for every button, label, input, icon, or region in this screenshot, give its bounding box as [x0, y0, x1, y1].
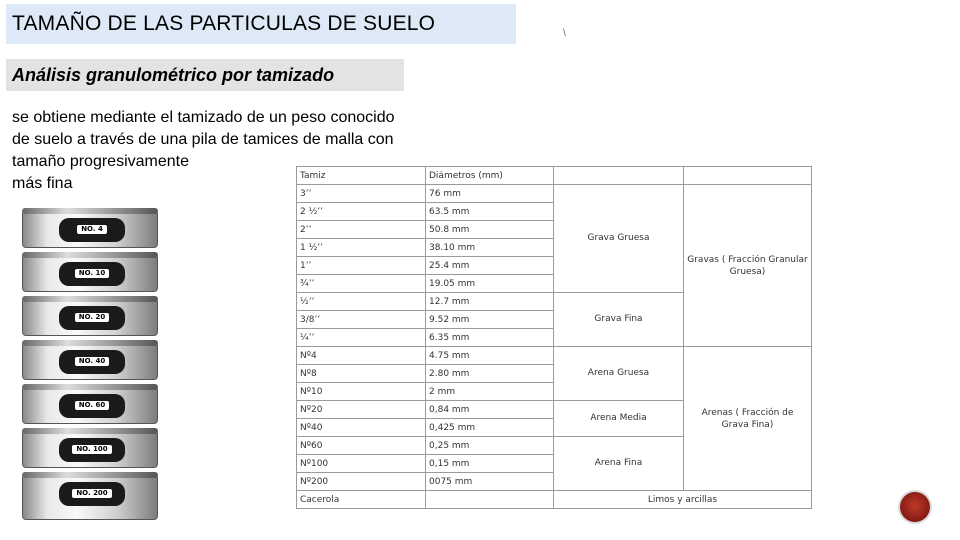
group-arenas: Arenas ( Fracción de Grava Fina) — [684, 347, 812, 491]
cell-diametro: 4.75 mm — [426, 347, 554, 365]
cell-tamiz: 3’’ — [297, 185, 426, 203]
table-footer-row — [297, 491, 812, 509]
cell-tamiz: Nº40 — [297, 419, 426, 437]
sieve — [22, 386, 158, 424]
sieve — [22, 430, 158, 468]
cell-diametro: 50.8 mm — [426, 221, 554, 239]
group-arena-media: Arena Media — [554, 401, 684, 437]
cell-cacerola: Cacerola — [297, 491, 426, 509]
slide-title: TAMAÑO DE LAS PARTICULAS DE SUELO — [6, 4, 516, 44]
table-row — [297, 185, 812, 203]
body-line: se obtiene mediante el tamizado de un peso conocido — [12, 109, 395, 126]
slide-subtitle: Análisis granulométrico por tamizado — [6, 59, 404, 91]
cell-diametro: 19.05 mm — [426, 275, 554, 293]
cell-tamiz: Nº10 — [297, 383, 426, 401]
sieve-pan — [22, 474, 158, 520]
sieve-size-table — [296, 166, 812, 509]
cell-diametro: 25.4 mm — [426, 257, 554, 275]
cell-diametro: 38.10 mm — [426, 239, 554, 257]
sieve-label: NO. 200 — [72, 489, 111, 498]
group-grava-gruesa: Grava Gruesa — [554, 185, 684, 293]
cell-diametro: 0,15 mm — [426, 455, 554, 473]
sieve — [22, 298, 158, 336]
cell-diametro: 63.5 mm — [426, 203, 554, 221]
cell-diametro: 0075 mm — [426, 473, 554, 491]
group-grava-fina: Grava Fina — [554, 293, 684, 347]
sieve-label: NO. 4 — [77, 225, 107, 234]
header-tamiz: Tamiz — [297, 167, 426, 185]
logo-icon — [900, 492, 930, 522]
cell-diametro: 0,425 mm — [426, 419, 554, 437]
cell-tamiz: Nº20 — [297, 401, 426, 419]
cell-diametro: 6.35 mm — [426, 329, 554, 347]
cell-tamiz: Nº100 — [297, 455, 426, 473]
cell-tamiz: 2 ½’’ — [297, 203, 426, 221]
cell-tamiz: 1 ½’’ — [297, 239, 426, 257]
sieve-stack-image — [22, 206, 162, 526]
cell-diametro: 2.80 mm — [426, 365, 554, 383]
group-gravas: Gravas ( Fracción Granular Gruesa) — [684, 185, 812, 347]
sieve-label: NO. 10 — [75, 269, 110, 278]
header-diametro: Diámetros (mm) — [426, 167, 554, 185]
cell-limos-arcillas: Limos y arcillas — [554, 491, 812, 509]
body-line: más fina — [12, 175, 73, 192]
cell-tamiz: 2’’ — [297, 221, 426, 239]
sieve-label: NO. 100 — [72, 445, 111, 454]
group-arena-gruesa: Arena Gruesa — [554, 347, 684, 401]
cell-tamiz: ¾’’ — [297, 275, 426, 293]
cell-tamiz: ½’’ — [297, 293, 426, 311]
table-header-row — [297, 167, 812, 185]
cell-tamiz: 3/8’’ — [297, 311, 426, 329]
cell-tamiz: ¼’’ — [297, 329, 426, 347]
cell-tamiz: 1’’ — [297, 257, 426, 275]
cell-tamiz: Nº4 — [297, 347, 426, 365]
sieve-label: NO. 40 — [75, 357, 110, 366]
cell-blank — [426, 491, 554, 509]
cell-tamiz: Nº60 — [297, 437, 426, 455]
cell-diametro: 0,25 mm — [426, 437, 554, 455]
header-blank — [554, 167, 684, 185]
cell-tamiz: Nº200 — [297, 473, 426, 491]
cell-diametro: 12.7 mm — [426, 293, 554, 311]
sieve-label: NO. 20 — [75, 313, 110, 322]
cell-diametro: 0,84 mm — [426, 401, 554, 419]
sieve-label: NO. 60 — [75, 401, 110, 410]
cell-diametro: 2 mm — [426, 383, 554, 401]
sieve — [22, 210, 158, 248]
sieve — [22, 254, 158, 292]
sieve — [22, 342, 158, 380]
body-line: de suelo a través de una pila de tamices de malla con — [12, 131, 394, 148]
stray-mark: \ — [563, 28, 566, 39]
header-blank — [684, 167, 812, 185]
cell-diametro: 9.52 mm — [426, 311, 554, 329]
cell-diametro: 76 mm — [426, 185, 554, 203]
table-row — [297, 347, 812, 365]
cell-tamiz: Nº8 — [297, 365, 426, 383]
group-arena-fina: Arena Fina — [554, 437, 684, 491]
body-line: tamaño progresivamente — [12, 153, 189, 170]
